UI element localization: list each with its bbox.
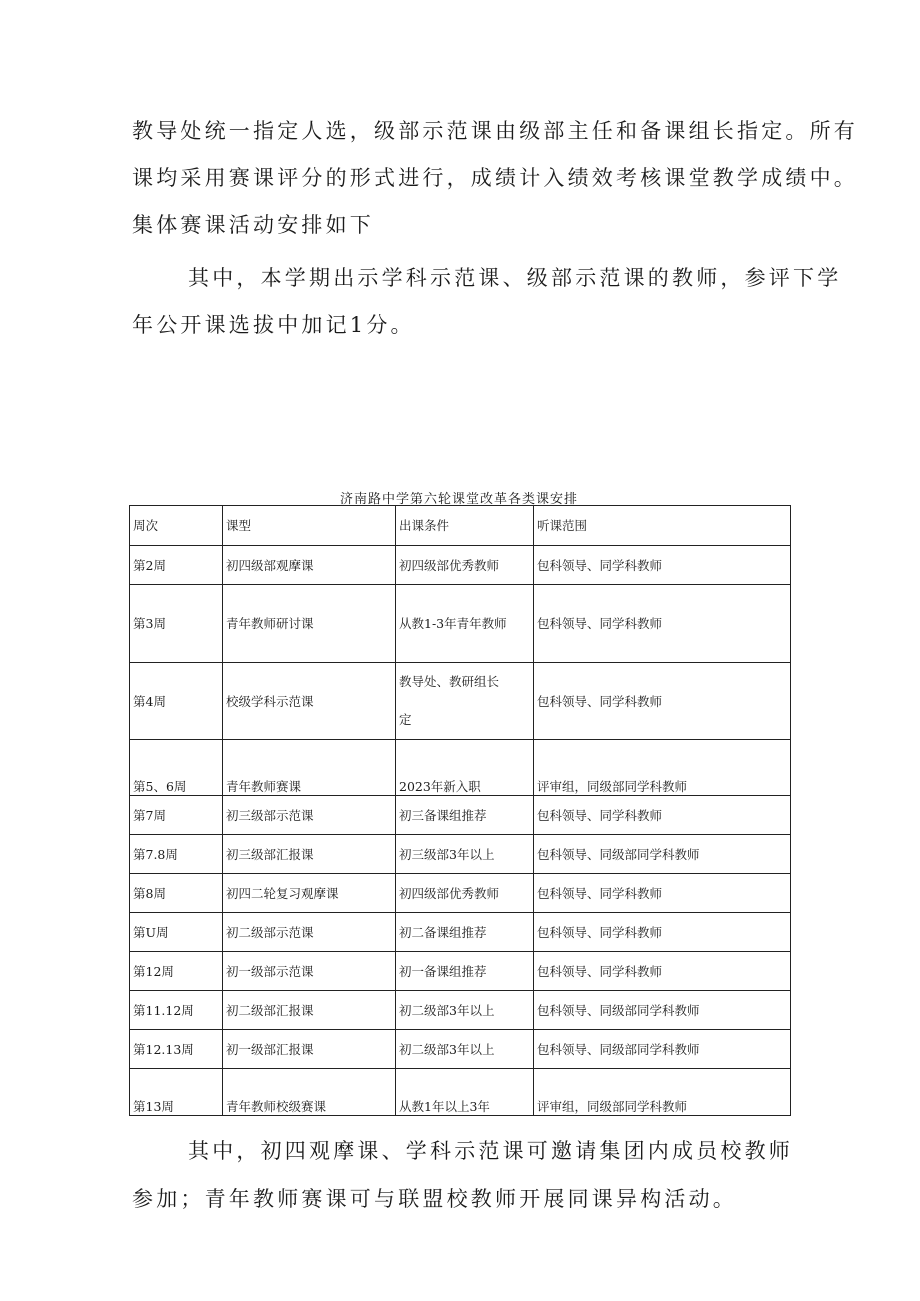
cell-condition: 初三级部3年以上 [396, 835, 534, 874]
cell-condition: 初二级部3年以上 [396, 991, 534, 1030]
cell-week: 第11.12周 [130, 991, 223, 1030]
table-row [130, 740, 791, 796]
table-row [130, 835, 791, 874]
cell-lesson-type: 青年教师校级赛课 [223, 1069, 396, 1116]
table-row [130, 874, 791, 913]
cell-lesson-type: 初四级部观摩课 [223, 546, 396, 585]
cell-audience: 包科领导、同级部同学科教师 [534, 991, 791, 1030]
cell-lesson-type: 初一级部汇报课 [223, 1030, 396, 1069]
cell-lesson-type: 青年教师赛课 [223, 740, 396, 796]
table-row [130, 913, 791, 952]
cell-condition: 从教1年以上3年 [396, 1069, 534, 1116]
cell-audience: 包科领导、同学科教师 [534, 585, 791, 663]
table-header-row [130, 506, 791, 546]
cell-week: 第4周 [130, 663, 223, 740]
cell-week: 第U周 [130, 913, 223, 952]
table-row [130, 991, 791, 1030]
cell-audience: 评审组，同级部同学科教师 [534, 1069, 791, 1116]
cell-week: 第3周 [130, 585, 223, 663]
cell-week: 第13周 [130, 1069, 223, 1116]
cell-audience: 包科领导、同级部同学科教师 [534, 835, 791, 874]
table-row [130, 546, 791, 585]
cell-audience: 包科领导、同学科教师 [534, 874, 791, 913]
cell-week: 第8周 [130, 874, 223, 913]
closing-line: 其中，初四观摩课、学科示范课可邀请集团内成员校教师 [188, 1139, 793, 1163]
cell-week: 第2周 [130, 546, 223, 585]
cell-lesson-type: 初四二轮复习观摩课 [223, 874, 396, 913]
header-condition: 出课条件 [396, 506, 534, 546]
cell-week: 第7周 [130, 796, 223, 835]
cell-audience: 包科领导、同学科教师 [534, 663, 791, 740]
header-week: 周次 [130, 506, 223, 546]
cell-lesson-type: 校级学科示范课 [223, 663, 396, 740]
cell-lesson-type: 初二级部示范课 [223, 913, 396, 952]
table-row [130, 952, 791, 991]
cell-week: 第5、6周 [130, 740, 223, 796]
header-lesson-type: 课型 [223, 506, 396, 546]
cell-condition: 初四级部优秀教师 [396, 874, 534, 913]
cell-condition: 初三备课组推荐 [396, 796, 534, 835]
table-row [130, 796, 791, 835]
cell-condition: 初四级部优秀教师 [396, 546, 534, 585]
cell-audience: 包科领导、同学科教师 [534, 952, 791, 991]
cell-condition: 2023年新入职 [396, 740, 534, 796]
table-row [130, 1030, 791, 1069]
cell-condition: 初一备课组推荐 [396, 952, 534, 991]
cell-condition: 初二级部3年以上 [396, 1030, 534, 1069]
intro-line: 课均采用赛课评分的形式进行，成绩计入绩效考核课堂教学成绩中。 [132, 166, 858, 190]
cell-week: 第7.8周 [130, 835, 223, 874]
cell-audience: 包科领导、同学科教师 [534, 796, 791, 835]
bonus-line: 年公开课选拔中加记1分。 [132, 313, 415, 337]
table-row [130, 663, 791, 740]
cell-lesson-type: 青年教师研讨课 [223, 585, 396, 663]
cell-lesson-type: 初三级部示范课 [223, 796, 396, 835]
cell-audience: 包科领导、同级部同学科教师 [534, 1030, 791, 1069]
cell-lesson-type: 初一级部示范课 [223, 952, 396, 991]
header-audience: 听课范围 [534, 506, 791, 546]
cell-lesson-type: 初二级部汇报课 [223, 991, 396, 1030]
schedule-table [129, 505, 791, 1116]
cell-condition: 从教1-3年青年教师 [396, 585, 534, 663]
bonus-line: 其中，本学期出示学科示范课、级部示范课的教师，参评下学 [188, 266, 842, 290]
cell-week: 第12周 [130, 952, 223, 991]
closing-line: 参加；青年教师赛课可与联盟校教师开展同课异构活动。 [132, 1187, 737, 1211]
table-title: 济南路中学第六轮课堂改革各类课安排 [339, 492, 578, 507]
table-row [130, 585, 791, 663]
cell-audience: 包科领导、同学科教师 [534, 913, 791, 952]
cell-week: 第12.13周 [130, 1030, 223, 1069]
intro-line: 集体赛课活动安排如下 [132, 213, 374, 237]
cell-condition: 初二备课组推荐 [396, 913, 534, 952]
cell-audience: 评审组，同级部同学科教师 [534, 740, 791, 796]
cell-lesson-type: 初三级部汇报课 [223, 835, 396, 874]
cell-audience: 包科领导、同学科教师 [534, 546, 791, 585]
cell-condition: 教导处、教研组长定 [396, 663, 534, 740]
table-row [130, 1069, 791, 1116]
intro-line: 教导处统一指定人选，级部示范课由级部主任和备课组长指定。所有 [132, 119, 858, 143]
